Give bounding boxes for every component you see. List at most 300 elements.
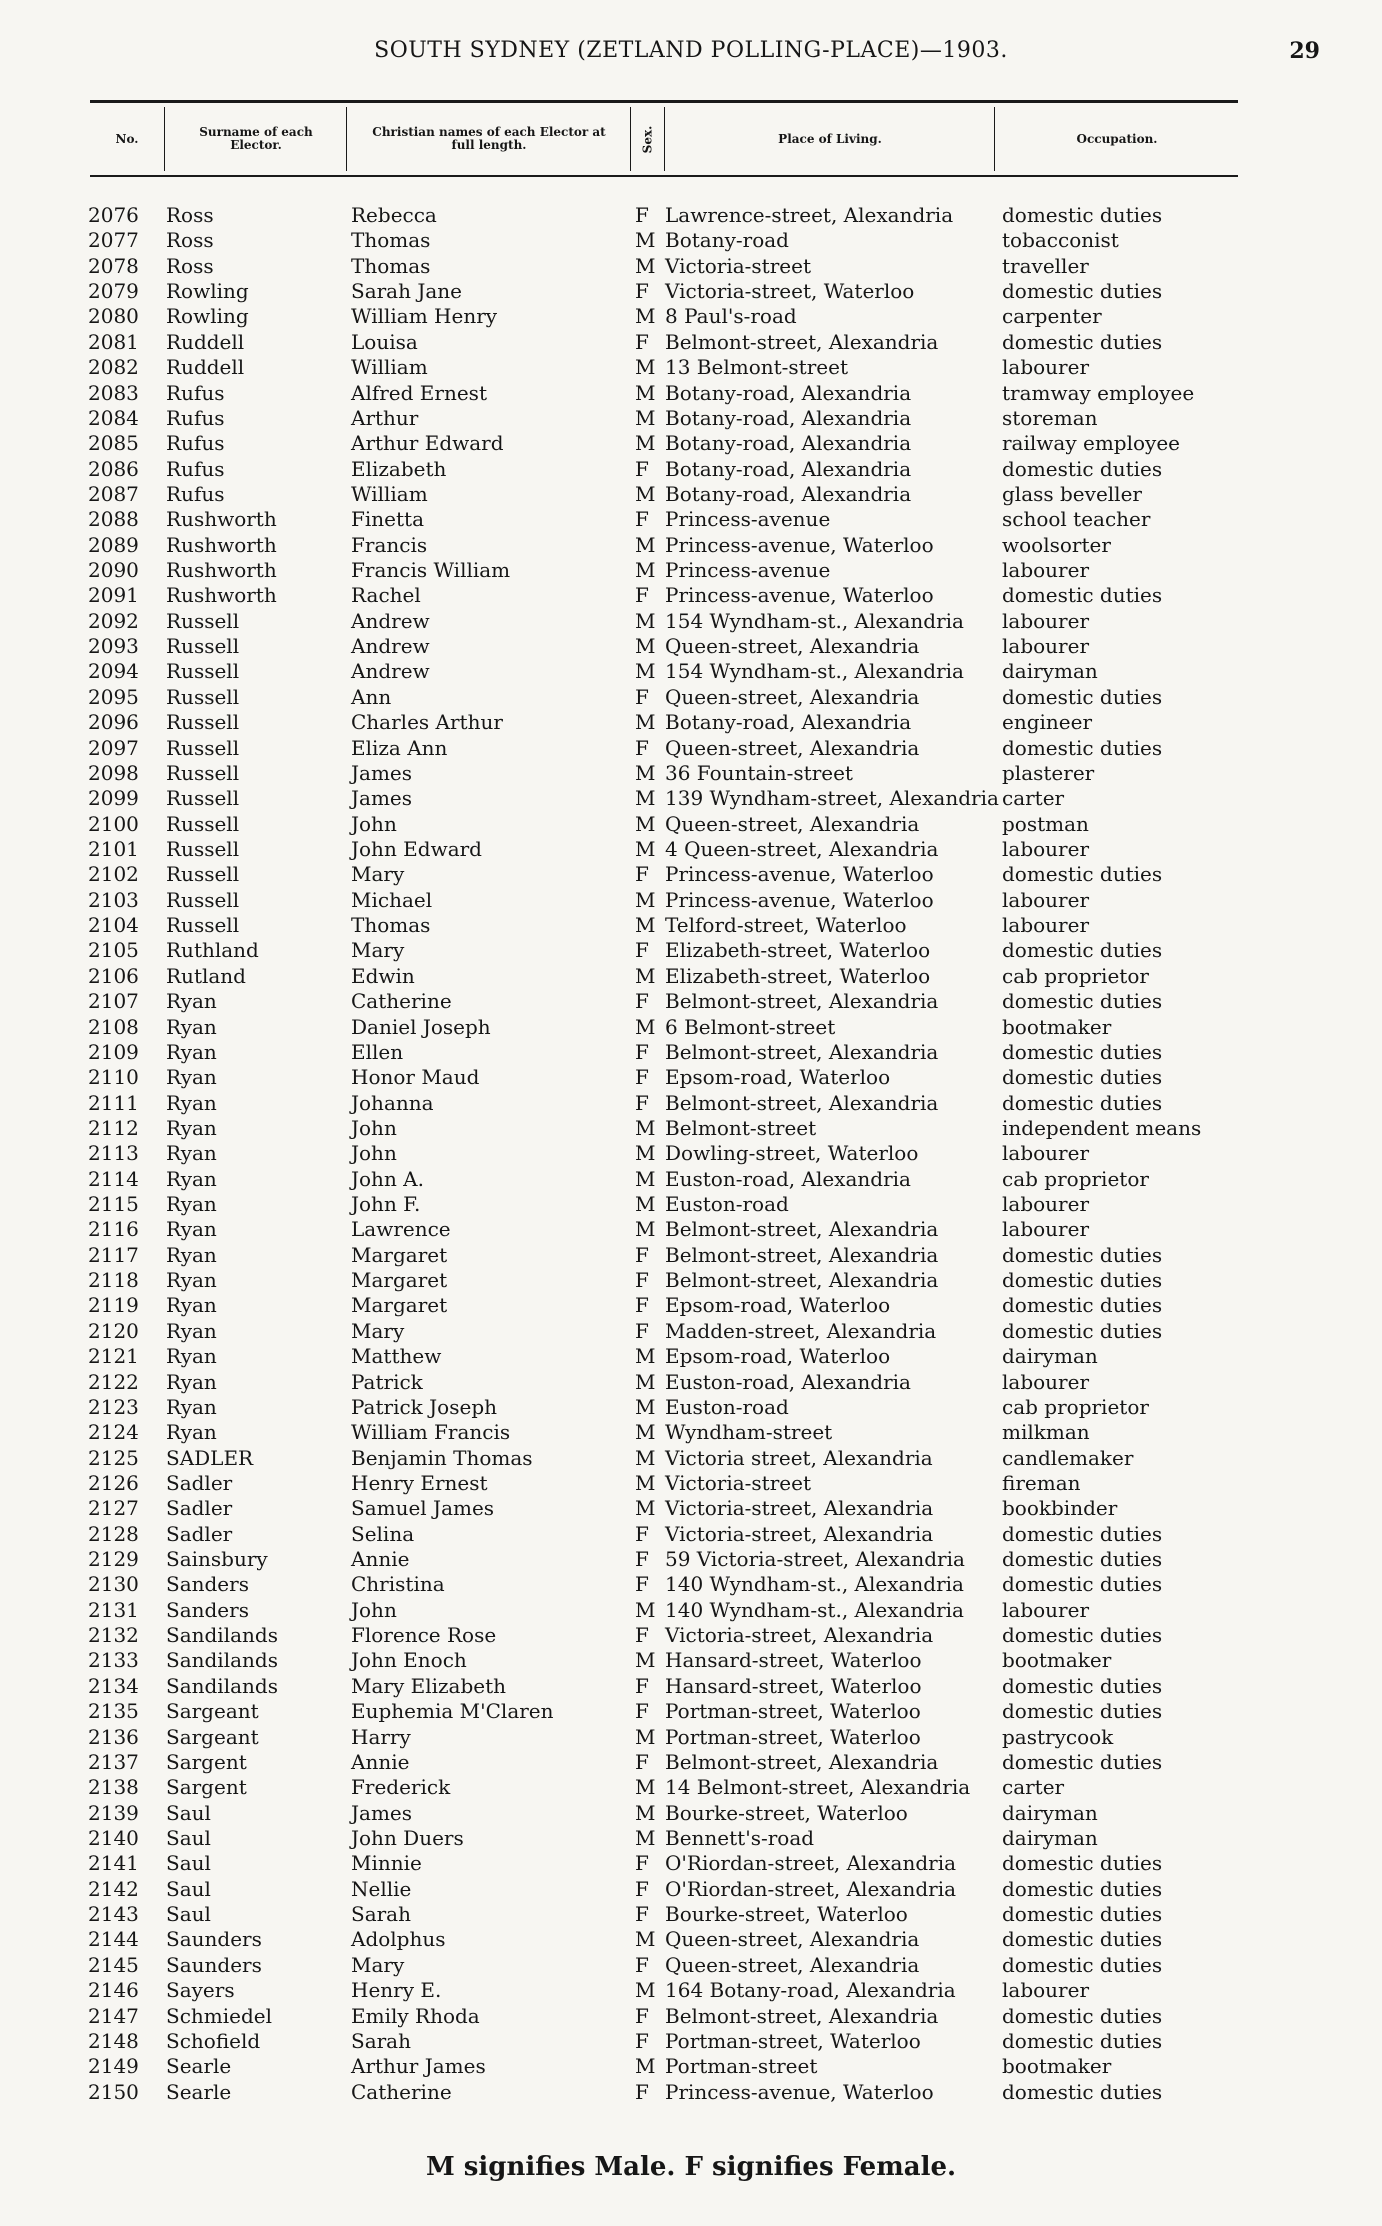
elector-surname: Russell (166, 811, 240, 836)
elector-number: 2143 (88, 1902, 139, 1927)
elector-number: 2121 (88, 1344, 139, 1369)
elector-place-of-living: Queen-street, Alexandria (665, 1952, 920, 1977)
elector-occupation: tramway employee (1002, 380, 1195, 405)
elector-place-of-living: Botany-road, Alexandria (665, 481, 912, 506)
elector-occupation: labourer (1002, 355, 1090, 380)
elector-christian-names: Patrick (351, 1369, 423, 1394)
elector-number: 2084 (88, 405, 139, 430)
table-row (0, 913, 1382, 938)
elector-sex: M (635, 1369, 656, 1394)
elector-occupation: dairyman (1002, 1344, 1098, 1369)
elector-place-of-living: Belmont-street, Alexandria (665, 989, 939, 1014)
table-row (0, 888, 1382, 913)
elector-place-of-living: Botany-road (665, 228, 789, 253)
elector-sex: M (635, 1597, 656, 1622)
elector-surname: Schmiedel (166, 2003, 273, 2028)
electors-table (0, 203, 1382, 2105)
elector-surname: Ryan (166, 989, 217, 1014)
elector-occupation: domestic duties (1002, 1090, 1163, 1115)
elector-number: 2092 (88, 608, 139, 633)
table-row (0, 1243, 1382, 1268)
table-row (0, 482, 1382, 507)
elector-occupation: fireman (1002, 1470, 1081, 1495)
elector-occupation: domestic duties (1002, 1851, 1163, 1876)
elector-christian-names: Daniel Joseph (351, 1014, 491, 1039)
elector-number: 2147 (88, 2003, 139, 2028)
table-row (0, 1420, 1382, 1445)
elector-occupation: labourer (1002, 1217, 1090, 1242)
elector-christian-names: Alfred Ernest (351, 380, 487, 405)
elector-place-of-living: Belmont-street, Alexandria (665, 1268, 939, 1293)
elector-surname: Sargeant (166, 1724, 259, 1749)
elector-sex: M (635, 1192, 656, 1217)
elector-occupation: labourer (1002, 608, 1090, 633)
elector-sex: M (635, 760, 656, 785)
elector-place-of-living: Belmont-street, Alexandria (665, 1039, 939, 1064)
elector-place-of-living: Queen-street, Alexandria (665, 811, 920, 836)
table-row (0, 2004, 1382, 2029)
elector-christian-names: William Francis (351, 1420, 511, 1445)
elector-christian-names: Emily Rhoda (351, 2003, 480, 2028)
elector-christian-names: Andrew (351, 608, 430, 633)
elector-place-of-living: Victoria-street, Alexandria (665, 1496, 934, 1521)
elector-surname: Russell (166, 710, 240, 735)
elector-sex: F (635, 2003, 649, 2028)
table-row (0, 2080, 1382, 2105)
elector-place-of-living: Botany-road, Alexandria (665, 456, 912, 481)
elector-number: 2077 (88, 228, 139, 253)
table-row (0, 862, 1382, 887)
elector-place-of-living: 139 Wyndham-street, Alexandria (665, 786, 999, 811)
elector-christian-names: James (351, 1800, 413, 1825)
elector-surname: Ryan (166, 1293, 217, 1318)
column-divider (346, 107, 347, 171)
elector-surname: Russell (166, 684, 240, 709)
elector-place-of-living: 8 Paul's-road (665, 304, 797, 329)
elector-sex: M (635, 1927, 656, 1952)
elector-place-of-living: Princess-avenue, Waterloo (665, 862, 934, 887)
elector-number: 2141 (88, 1851, 139, 1876)
table-row (0, 381, 1382, 406)
elector-surname: Russell (166, 735, 240, 760)
elector-sex: F (635, 1673, 649, 1698)
elector-surname: Saul (166, 1826, 211, 1850)
elector-place-of-living: Bourke-street, Waterloo (665, 1800, 908, 1825)
elector-surname: Ryan (166, 1420, 217, 1445)
elector-christian-names: Christina (351, 1572, 445, 1597)
elector-occupation: domestic duties (1002, 583, 1163, 608)
table-row (0, 1877, 1382, 1902)
elector-number: 2129 (88, 1547, 139, 1572)
elector-sex: F (635, 862, 649, 887)
table-row (0, 1116, 1382, 1141)
elector-place-of-living: 154 Wyndham-st., Alexandria (665, 608, 964, 633)
elector-place-of-living: Belmont-street, Alexandria (665, 1749, 939, 1774)
elector-surname: Saul (166, 1902, 211, 1927)
elector-christian-names: Margaret (351, 1293, 448, 1318)
elector-occupation: plasterer (1002, 760, 1095, 785)
elector-sex: M (635, 1724, 656, 1749)
elector-christian-names: Andrew (351, 659, 430, 684)
elector-surname: Sainsbury (166, 1547, 268, 1572)
elector-place-of-living: Victoria-street, Alexandria (665, 1521, 934, 1546)
elector-occupation: bootmaker (1002, 2054, 1112, 2079)
elector-number: 2150 (88, 2079, 139, 2104)
elector-christian-names: Rebecca (351, 203, 437, 227)
elector-number: 2110 (88, 1065, 139, 1090)
elector-sex: F (635, 989, 649, 1014)
elector-surname: Rufus (166, 456, 225, 481)
elector-sex: F (635, 1952, 649, 1977)
elector-sex: F (635, 329, 649, 354)
elector-sex: M (635, 431, 656, 456)
elector-sex: M (635, 1496, 656, 1521)
elector-number: 2120 (88, 1318, 139, 1343)
elector-occupation: labourer (1002, 1141, 1090, 1166)
elector-christian-names: Lawrence (351, 1217, 451, 1242)
table-row (0, 558, 1382, 583)
elector-surname: Ryan (166, 1344, 217, 1369)
table-row (0, 1927, 1382, 1952)
elector-christian-names: John (351, 1597, 397, 1622)
elector-christian-names: James (351, 786, 413, 811)
elector-christian-names: Frederick (351, 1775, 451, 1800)
table-row (0, 1851, 1382, 1876)
elector-sex: F (635, 1065, 649, 1090)
table-row (0, 964, 1382, 989)
elector-surname: Ryan (166, 1242, 217, 1267)
column-divider (994, 107, 995, 171)
elector-occupation: traveller (1002, 253, 1089, 278)
elector-surname: Rushworth (166, 558, 277, 583)
table-row (0, 507, 1382, 532)
elector-place-of-living: Botany-road, Alexandria (665, 380, 912, 405)
elector-sex: F (635, 1851, 649, 1876)
elector-christian-names: Mary Elizabeth (351, 1673, 507, 1698)
column-header-christian: Christian names of each Elector at full length. (372, 125, 606, 152)
elector-number: 2116 (88, 1217, 139, 1242)
elector-number: 2128 (88, 1521, 139, 1546)
elector-occupation: domestic duties (1002, 1749, 1163, 1774)
elector-occupation: domestic duties (1002, 2028, 1163, 2053)
elector-number: 2096 (88, 710, 139, 735)
column-divider (664, 107, 665, 171)
elector-number: 2131 (88, 1597, 139, 1622)
elector-christian-names: Charles Arthur (351, 710, 503, 735)
elector-surname: Rushworth (166, 583, 277, 608)
elector-occupation: domestic duties (1002, 1876, 1163, 1901)
elector-occupation: domestic duties (1002, 1927, 1163, 1952)
table-row (0, 1902, 1382, 1927)
elector-occupation: domestic duties (1002, 1699, 1163, 1724)
elector-christian-names: Ann (351, 684, 392, 709)
elector-place-of-living: Belmont-street (665, 1115, 817, 1140)
elector-surname: Ryan (166, 1115, 217, 1140)
elector-sex: F (635, 735, 649, 760)
elector-occupation: domestic duties (1002, 1521, 1163, 1546)
elector-number: 2085 (88, 431, 139, 456)
table-row (0, 609, 1382, 634)
elector-number: 2115 (88, 1192, 139, 1217)
elector-occupation: domestic duties (1002, 989, 1163, 1014)
elector-place-of-living: Botany-road, Alexandria (665, 405, 912, 430)
elector-christian-names: Thomas (351, 913, 431, 938)
elector-place-of-living: Belmont-street, Alexandria (665, 329, 939, 354)
elector-sex: F (635, 938, 649, 963)
elector-surname: Ross (166, 228, 214, 253)
elector-sex: F (635, 1268, 649, 1293)
table-row (0, 659, 1382, 684)
elector-christian-names: John A. (351, 1166, 424, 1191)
table-row (0, 1801, 1382, 1826)
elector-surname: Ryan (166, 1369, 217, 1394)
elector-place-of-living: Botany-road, Alexandria (665, 710, 912, 735)
table-row (0, 583, 1382, 608)
table-row (0, 761, 1382, 786)
elector-place-of-living: 154 Wyndham-st., Alexandria (665, 659, 964, 684)
elector-sex: F (635, 507, 649, 532)
elector-surname: Saunders (166, 1927, 262, 1952)
elector-place-of-living: Queen-street, Alexandria (665, 735, 920, 760)
elector-surname: Sanders (166, 1597, 249, 1622)
elector-place-of-living: Princess-avenue, Waterloo (665, 2079, 934, 2104)
elector-occupation: labourer (1002, 634, 1090, 659)
elector-place-of-living: Euston-road (665, 1192, 789, 1217)
elector-place-of-living: O'Riordan-street, Alexandria (665, 1876, 957, 1901)
elector-place-of-living: Euston-road, Alexandria (665, 1166, 911, 1191)
table-row (0, 2054, 1382, 2079)
elector-place-of-living: Wyndham-street (665, 1420, 833, 1445)
elector-christian-names: Francis William (351, 558, 511, 583)
elector-surname: Ruddell (166, 355, 245, 380)
elector-surname: Rutland (166, 963, 246, 988)
elector-place-of-living: Belmont-street, Alexandria (665, 1242, 939, 1267)
elector-sex: F (635, 2028, 649, 2053)
elector-number: 2078 (88, 253, 139, 278)
elector-sex: F (635, 1039, 649, 1064)
elector-christian-names: John Enoch (351, 1648, 467, 1673)
table-row (0, 1547, 1382, 1572)
table-row (0, 1598, 1382, 1623)
elector-christian-names: Euphemia M'Claren (351, 1699, 554, 1724)
elector-place-of-living: Portman-street (665, 2054, 818, 2079)
elector-sex: M (635, 1445, 656, 1470)
elector-place-of-living: Victoria-street, Waterloo (665, 279, 915, 304)
elector-christian-names: John (351, 1115, 397, 1140)
elector-occupation: bookbinder (1002, 1496, 1118, 1521)
elector-surname: Ryan (166, 1014, 217, 1039)
column-header-row (90, 100, 1238, 177)
elector-christian-names: Johanna (351, 1090, 434, 1115)
elector-occupation: cab proprietor (1002, 1166, 1149, 1191)
elector-place-of-living: 6 Belmont-street (665, 1014, 836, 1039)
elector-christian-names: Finetta (351, 507, 424, 532)
elector-number: 2112 (88, 1115, 139, 1140)
elector-occupation: domestic duties (1002, 938, 1163, 963)
elector-place-of-living: Dowling-street, Waterloo (665, 1141, 919, 1166)
elector-christian-names: Henry Ernest (351, 1470, 488, 1495)
elector-christian-names: James (351, 760, 413, 785)
table-row (0, 1268, 1382, 1293)
elector-surname: Sadler (166, 1496, 233, 1521)
elector-sex: M (635, 2054, 656, 2079)
elector-christian-names: John F. (351, 1192, 421, 1217)
elector-surname: Sargent (166, 1775, 247, 1800)
elector-occupation: carpenter (1002, 304, 1102, 329)
elector-surname: Ryan (166, 1090, 217, 1115)
elector-sex: M (635, 887, 656, 912)
elector-christian-names: Henry E. (351, 1978, 442, 2003)
elector-sex: F (635, 684, 649, 709)
column-header-sex-label: Sex. (640, 125, 655, 153)
elector-occupation: domestic duties (1002, 862, 1163, 887)
elector-number: 2083 (88, 380, 139, 405)
elector-christian-names: William (351, 355, 428, 380)
page-title: SOUTH SYDNEY (ZETLAND POLLING-PLACE)—1903. (374, 38, 1008, 63)
elector-sex: M (635, 659, 656, 684)
table-row (0, 1091, 1382, 1116)
elector-place-of-living: Belmont-street, Alexandria (665, 2003, 939, 2028)
elector-number: 2088 (88, 507, 139, 532)
table-row (0, 1065, 1382, 1090)
table-row (0, 1750, 1382, 1775)
elector-surname: Russell (166, 786, 240, 811)
elector-number: 2126 (88, 1470, 139, 1495)
elector-sex: M (635, 786, 656, 811)
elector-occupation: domestic duties (1002, 2003, 1163, 2028)
elector-number: 2091 (88, 583, 139, 608)
elector-surname: Rufus (166, 380, 225, 405)
elector-occupation: dairyman (1002, 1826, 1098, 1850)
elector-christian-names: Mary (351, 938, 405, 963)
elector-christian-names: Catherine (351, 2079, 452, 2104)
elector-number: 2145 (88, 1952, 139, 1977)
table-row (0, 1015, 1382, 1040)
elector-occupation: postman (1002, 811, 1089, 836)
elector-christian-names: Patrick Joseph (351, 1394, 497, 1419)
elector-surname: Sandilands (166, 1648, 278, 1673)
elector-number: 2113 (88, 1141, 139, 1166)
elector-number: 2080 (88, 304, 139, 329)
elector-number: 2087 (88, 481, 139, 506)
elector-number: 2098 (88, 760, 139, 785)
elector-occupation: bootmaker (1002, 1648, 1112, 1673)
table-row (0, 1699, 1382, 1724)
elector-surname: Saul (166, 1851, 211, 1876)
table-row (0, 1978, 1382, 2003)
elector-christian-names: Honor Maud (351, 1065, 480, 1090)
elector-christian-names: Edwin (351, 963, 415, 988)
elector-sex: M (635, 811, 656, 836)
elector-occupation: glass beveller (1002, 481, 1142, 506)
elector-sex: M (635, 1141, 656, 1166)
elector-occupation: labourer (1002, 1369, 1090, 1394)
elector-sex: M (635, 1420, 656, 1445)
elector-sex: F (635, 279, 649, 304)
page-number: 29 (1289, 38, 1320, 64)
elector-sex: F (635, 1699, 649, 1724)
elector-christian-names: Thomas (351, 228, 431, 253)
table-row (0, 1648, 1382, 1673)
elector-number: 2117 (88, 1242, 139, 1267)
elector-christian-names: William Henry (351, 304, 498, 329)
table-row (0, 1192, 1382, 1217)
column-header-surname: Surname of each Elector. (199, 125, 313, 152)
elector-place-of-living: 36 Fountain-street (665, 760, 853, 785)
elector-number: 2108 (88, 1014, 139, 1039)
elector-number: 2148 (88, 2028, 139, 2053)
elector-christian-names: Louisa (351, 329, 418, 354)
elector-surname: Sandilands (166, 1673, 278, 1698)
elector-place-of-living: Victoria-street (665, 1470, 811, 1495)
elector-number: 2138 (88, 1775, 139, 1800)
table-row (0, 1496, 1382, 1521)
elector-sex: M (635, 634, 656, 659)
table-row (0, 938, 1382, 963)
elector-christian-names: Nellie (351, 1876, 412, 1901)
elector-christian-names: Margaret (351, 1242, 448, 1267)
elector-surname: Rushworth (166, 532, 277, 557)
elector-sex: M (635, 836, 656, 861)
elector-place-of-living: Hansard-street, Waterloo (665, 1648, 922, 1673)
elector-surname: Ruddell (166, 329, 245, 354)
elector-place-of-living: 59 Victoria-street, Alexandria (665, 1547, 965, 1572)
table-row (0, 1040, 1382, 1065)
elector-place-of-living: Princess-avenue (665, 558, 831, 583)
elector-sex: M (635, 253, 656, 278)
elector-sex: F (635, 1902, 649, 1927)
elector-sex: M (635, 1978, 656, 2003)
elector-occupation: labourer (1002, 913, 1090, 938)
table-row (0, 330, 1382, 355)
table-row (0, 457, 1382, 482)
elector-surname: Russell (166, 862, 240, 887)
table-row (0, 355, 1382, 380)
elector-number: 2149 (88, 2054, 139, 2079)
elector-christian-names: Margaret (351, 1268, 448, 1293)
elector-sex: M (635, 1648, 656, 1673)
elector-sex: M (635, 1800, 656, 1825)
elector-surname: Russell (166, 913, 240, 938)
elector-number: 2142 (88, 1876, 139, 1901)
elector-occupation: dairyman (1002, 659, 1098, 684)
elector-christian-names: Ellen (351, 1039, 404, 1064)
elector-occupation: domestic duties (1002, 1623, 1163, 1648)
sex-legend: M signifies Male. F signifies Female. (425, 2152, 957, 2182)
elector-surname: Russell (166, 608, 240, 633)
elector-sex: F (635, 1521, 649, 1546)
elector-christian-names: Florence Rose (351, 1623, 497, 1648)
elector-occupation: railway employee (1002, 431, 1180, 456)
elector-sex: F (635, 1749, 649, 1774)
table-row (0, 2029, 1382, 2054)
table-row (0, 1826, 1382, 1851)
elector-surname: Searle (166, 2079, 232, 2104)
elector-sex: M (635, 304, 656, 329)
elector-surname: Rowling (166, 304, 249, 329)
elector-place-of-living: Victoria-street (665, 253, 811, 278)
table-row (0, 1446, 1382, 1471)
elector-christian-names: Mary (351, 862, 405, 887)
elector-place-of-living: Epsom-road, Waterloo (665, 1065, 891, 1090)
elector-sex: F (635, 456, 649, 481)
table-row (0, 1167, 1382, 1192)
elector-christian-names: Francis (351, 532, 428, 557)
elector-occupation: domestic duties (1002, 1547, 1163, 1572)
elector-surname: Ruthland (166, 938, 259, 963)
elector-sex: M (635, 1344, 656, 1369)
elector-christian-names: John (351, 811, 397, 836)
